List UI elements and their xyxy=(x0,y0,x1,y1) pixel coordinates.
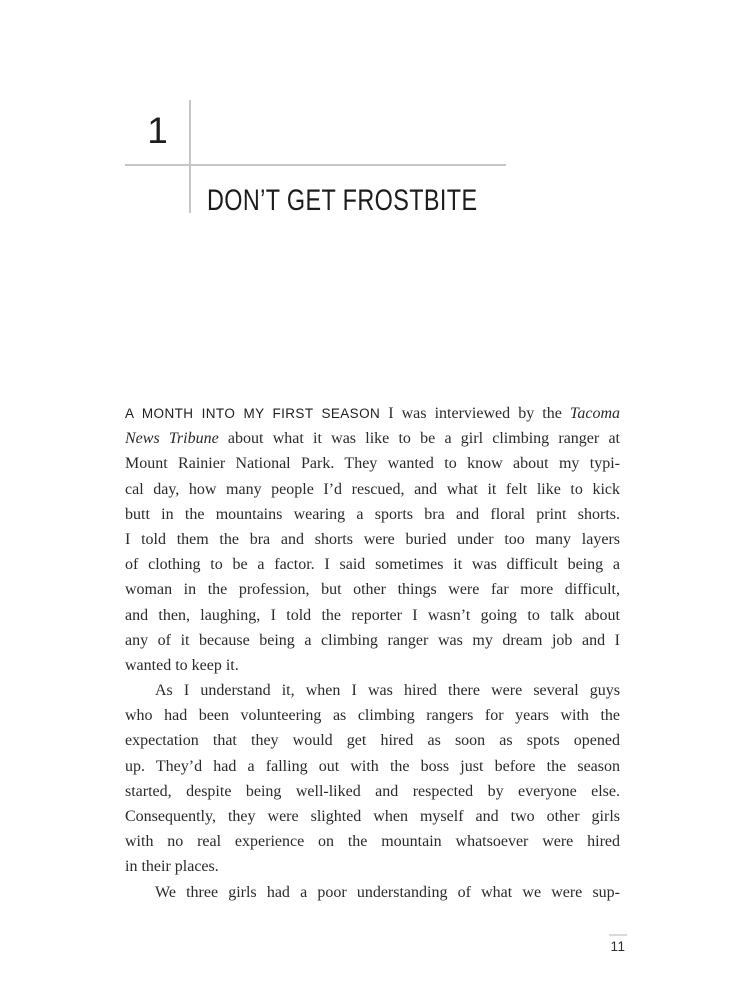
text-line xyxy=(125,502,620,527)
body-text-segment: any of it because being a climbing ranger was my dream job and I xyxy=(125,631,620,649)
body-text-segment: We three girls had a poor understanding of what we were sup- xyxy=(155,883,620,901)
body-text-segment: about what it was like to be a girl climbing ranger at xyxy=(218,430,620,448)
text-line xyxy=(125,829,620,854)
lead-in-text: A MONTH INTO MY FIRST SEASON xyxy=(125,406,381,421)
text-line xyxy=(125,426,620,451)
text-line xyxy=(125,804,620,829)
body-text-segment: in their places. xyxy=(125,858,219,876)
text-line xyxy=(125,779,620,804)
text-line xyxy=(125,854,620,879)
body-text-segment: expectation that they would get hired as soon as spots opened xyxy=(125,732,620,750)
body-text-segment: wanted to keep it. xyxy=(125,656,239,674)
body-text xyxy=(125,401,620,905)
text-line xyxy=(125,754,620,779)
body-text-segment: Mount Rainier National Park. They wanted to know about my typi- xyxy=(125,455,620,473)
body-text-segment: who had been volunteering as climbing rangers for years with the xyxy=(125,707,620,725)
text-line xyxy=(125,527,620,552)
text-line xyxy=(125,728,620,753)
text-line xyxy=(125,451,620,476)
text-line xyxy=(125,577,620,602)
body-text-segment: of clothing to be a factor. I said sometimes it was difficult being a xyxy=(125,556,620,574)
footer-rule xyxy=(609,934,627,936)
italic-text: News Tribune xyxy=(125,430,219,448)
chapter-vertical-rule xyxy=(189,100,191,213)
body-text-segment: woman in the profession, but other things were far more difficult, xyxy=(125,581,620,599)
body-text-segment: butt in the mountains wearing a sports bra and floral print shorts. xyxy=(125,505,620,523)
body-text-segment: and then, laughing, I told the reporter I wasn’t going to talk about xyxy=(125,606,620,624)
text-line xyxy=(125,880,620,905)
text-line xyxy=(125,703,620,728)
body-text-segment: cal day, how many people I’d rescued, and what it felt like to kick xyxy=(125,480,620,498)
text-line xyxy=(125,477,620,502)
italic-text: Tacoma xyxy=(569,405,620,422)
chapter-horizontal-rule xyxy=(125,164,506,166)
text-line xyxy=(125,603,620,628)
body-text-segment: up. They’d had a falling out with the boss just before the season xyxy=(125,757,620,775)
body-text-segment: with no real experience on the mountain whatsoever were hired xyxy=(125,833,620,851)
body-text-segment: started, despite being well-liked and respected by everyone else. xyxy=(125,782,620,800)
text-line xyxy=(125,401,620,426)
chapter-number: 1 xyxy=(147,110,168,151)
page-number: 11 xyxy=(610,938,626,954)
body-text-segment: I was interviewed by the xyxy=(380,405,570,422)
body-text-segment: Consequently, they were slighted when myself and two other girls xyxy=(125,808,620,825)
text-line xyxy=(125,678,620,703)
body-text-segment: As I understand it, when I was hired there were several guys xyxy=(155,682,620,700)
page-footer xyxy=(596,934,640,954)
chapter-title: DON’T GET FROSTBITE xyxy=(207,184,478,217)
text-line xyxy=(125,552,620,577)
text-line xyxy=(125,653,620,678)
text-line xyxy=(125,628,620,653)
body-text-segment: I told them the bra and shorts were buried under too many layers xyxy=(125,530,620,548)
